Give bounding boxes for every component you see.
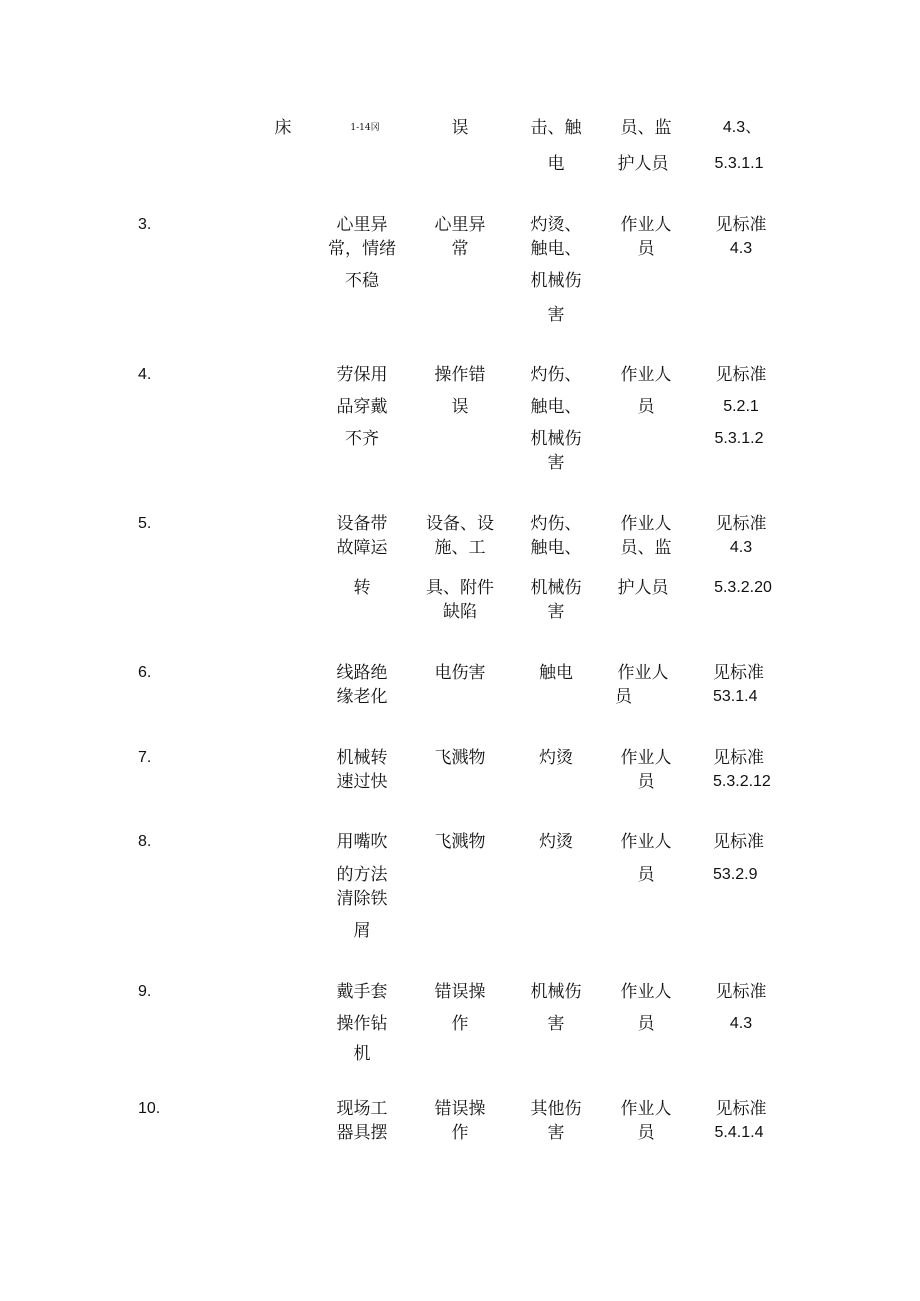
continuation-cell: 床 [274, 118, 292, 138]
row-number: 10. [138, 1100, 161, 1117]
persons-cell: 作业人 [620, 1099, 672, 1119]
consequence-cell: 触电、 [530, 538, 582, 558]
persons-cell: 作业人 [620, 514, 672, 534]
cause-cell: 具、附件 [426, 578, 494, 598]
hazard-cell: 速过快 [336, 772, 388, 792]
standard-cell: 5.3.1.2 [714, 430, 764, 447]
consequence-cell: 害 [547, 453, 565, 473]
continuation-cell: 击、触 [530, 118, 582, 138]
standard-cell: 5.2.1 [723, 398, 759, 415]
consequence-cell: 灼伤、 [530, 365, 582, 385]
hazard-cell: 清除铁 [336, 889, 388, 909]
persons-cell: 员 [637, 1123, 655, 1143]
continuation-cell: 员、监 [620, 118, 672, 138]
standard-cell: 4.3 [729, 539, 753, 556]
persons-cell: 作业人 [620, 748, 672, 768]
standard-cell: 见标准 [715, 1099, 767, 1119]
persons-cell: 员 [637, 1014, 655, 1034]
cause-cell: 错误操 [434, 1099, 486, 1119]
consequence-cell: 害 [547, 1123, 565, 1143]
row-number: 5. [138, 515, 152, 532]
cause-cell: 作 [451, 1014, 469, 1034]
hazard-cell: 心里异 [336, 215, 388, 235]
cause-cell: 飞溅物 [434, 748, 486, 768]
persons-cell: 作业人 [620, 215, 672, 235]
consequence-cell: 机械伤 [530, 982, 582, 1002]
consequence-cell: 灼伤、 [530, 514, 582, 534]
consequence-cell: 触电、 [530, 397, 582, 417]
standard-cell: 见标准 [713, 832, 764, 852]
hazard-cell: 操作钻 [336, 1014, 388, 1034]
cause-cell: 作 [451, 1123, 469, 1143]
hazard-cell: 的方法 [336, 865, 388, 885]
row-number: 8. [138, 833, 152, 850]
consequence-cell: 害 [547, 602, 565, 622]
consequence-cell: 灼烫、 [530, 215, 582, 235]
standard-cell: 4.3 [729, 240, 753, 257]
standard-cell: 见标准 [715, 982, 767, 1002]
continuation-cell: 电 [547, 154, 565, 174]
hazard-cell: 线路绝 [336, 663, 388, 683]
hazard-cell: 用嘴吹 [336, 832, 388, 852]
standard-cell: 见标准 [715, 215, 767, 235]
continuation-cell: 4.3、 [722, 119, 762, 136]
consequence-cell: 触电 [539, 663, 573, 683]
standard-cell: 5.3.2.20 [714, 579, 772, 596]
standard-cell: 5.3.2.12 [713, 773, 771, 790]
cause-cell: 飞溅物 [434, 832, 486, 852]
persons-cell: 作业人 [620, 832, 672, 852]
persons-cell: 作业人 [617, 663, 669, 683]
cause-cell: 操作错 [434, 365, 486, 385]
persons-cell: 护人员 [617, 578, 669, 598]
row-number: 6. [138, 664, 152, 681]
hazard-cell: 不稳 [345, 271, 379, 291]
persons-cell: 员 [637, 865, 655, 885]
standard-cell: 4.3 [729, 1015, 753, 1032]
cause-cell: 错误操 [434, 982, 486, 1002]
row-number: 9. [138, 983, 152, 1000]
continuation-cell: 护人员 [617, 154, 669, 174]
consequence-cell: 灼烫 [539, 832, 573, 852]
hazard-cell: 不齐 [345, 429, 379, 449]
consequence-cell: 灼烫 [539, 748, 573, 768]
persons-cell: 员 [637, 397, 655, 417]
cause-cell: 电伤害 [434, 663, 486, 683]
cause-cell: 心里异 [434, 215, 486, 235]
hazard-cell: 缘老化 [336, 687, 388, 707]
hazard-cell: 器具摆 [336, 1123, 388, 1143]
persons-cell: 员 [637, 772, 655, 792]
row-number: 3. [138, 216, 152, 233]
hazard-cell: 品穿戴 [336, 397, 388, 417]
standard-cell: 见标准 [715, 514, 767, 534]
cause-cell: 常 [451, 239, 469, 259]
consequence-cell: 触电、 [530, 239, 582, 259]
cause-cell: 施、工 [434, 538, 486, 558]
row-number: 4. [138, 366, 152, 383]
cause-cell: 误 [451, 397, 469, 417]
consequence-cell: 机械伤 [530, 429, 582, 449]
continuation-cell: 5.3.1.1 [714, 155, 764, 172]
consequence-cell: 害 [547, 305, 565, 325]
continuation-cell: 1-14冈 [350, 123, 380, 133]
hazard-cell: 故障运 [336, 538, 388, 558]
standard-cell: 53.1.4 [713, 688, 758, 705]
row-number: 7. [138, 749, 152, 766]
standard-cell: 见标准 [713, 748, 764, 768]
consequence-cell: 机械伤 [530, 271, 582, 291]
persons-cell: 作业人 [620, 365, 672, 385]
hazard-cell: 设备带 [336, 514, 388, 534]
hazard-cell: 戴手套 [336, 982, 388, 1002]
consequence-cell: 其他伤 [530, 1099, 582, 1119]
hazard-cell: 屑 [353, 921, 371, 941]
hazard-cell: 转 [353, 578, 371, 598]
hazard-cell: 劳保用 [336, 365, 388, 385]
standard-cell: 5.4.1.4 [714, 1124, 764, 1141]
standard-cell: 见标准 [715, 365, 767, 385]
hazard-cell: 常，情绪 [328, 239, 396, 259]
persons-cell: 作业人 [620, 982, 672, 1002]
cause-cell: 缺陷 [443, 602, 477, 622]
cause-cell: 设备、设 [426, 514, 494, 534]
consequence-cell: 机械伤 [530, 578, 582, 598]
continuation-cell: 误 [451, 118, 469, 138]
standard-cell: 53.2.9 [713, 866, 758, 883]
persons-cell: 员 [637, 239, 655, 259]
hazard-cell: 机械转 [336, 748, 388, 768]
hazard-cell: 机 [353, 1044, 371, 1064]
hazard-cell: 现场工 [336, 1099, 388, 1119]
consequence-cell: 害 [547, 1014, 565, 1034]
persons-cell: 员 [615, 687, 632, 707]
standard-cell: 见标准 [713, 663, 764, 683]
persons-cell: 员、监 [620, 538, 672, 558]
